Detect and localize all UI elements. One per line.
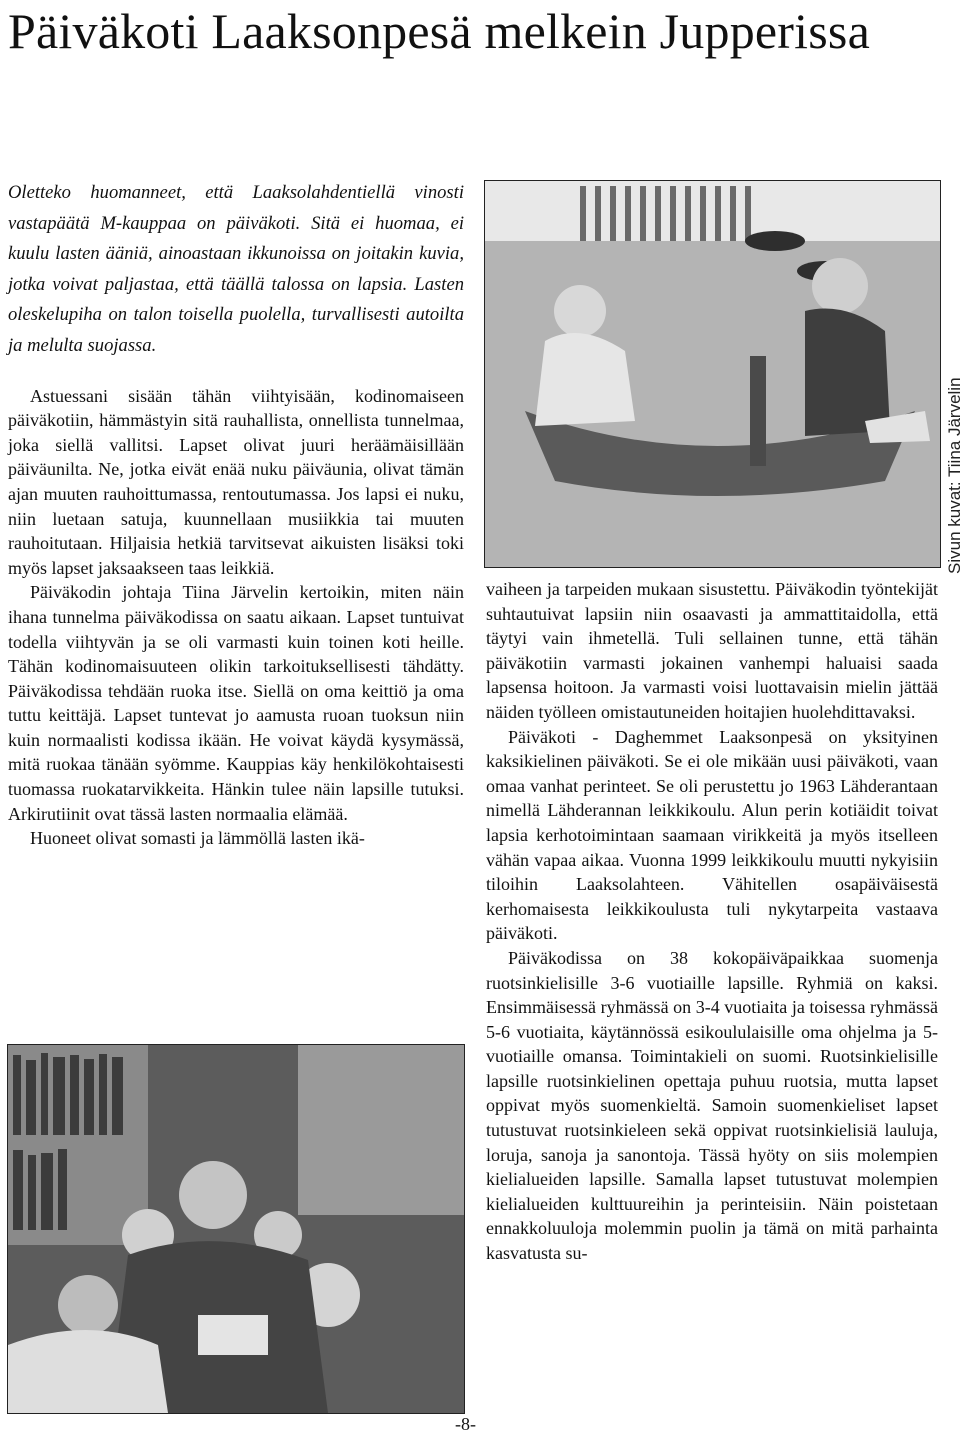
right-column bbox=[486, 577, 938, 1266]
body-paragraph: Astuessani sisään tähän viihtyisään, kodinomaiseen päiväkotiin, hämmästyin sitä rauhallista, onnellista tunnelmaa, joka siellä vallitsi. Lapset olivat juuri heräämäisillään päiväunilta. Ne, jotka eivät enää nuku päiväunia, olivat tämän ajan muuten rauhoittumassa, rentoutumassa. Jos lapsi ei nuku, niin luetaan satuja, kuunnellaan musiikkia tai muuten rauhoitutaan. Hiljaisia hetkiä tarvitsevat aikuisten lisäksi toki myös lapset jaksaakseen taas leikkiä. bbox=[8, 385, 464, 578]
article-title: Päiväkoti Laaksonpesä melkein Jupperissa bbox=[8, 3, 870, 59]
body-paragraph: vaiheen ja tarpeiden mukaan sisustettu. Päiväkodin työntekijät suhtautuivat lapsiin niin osaavasti ja ammattitaidolla, että täytyi vain ihmetellä. Tuli sellainen tunne, että tähän päiväkotiin varmasti jokainen vanhempi haluaisi saada lapsensa hoitoon. Ja varmasti voisi luottavaisin mielin jättää näiden työlleen omistautuneiden hoitajien huolehdittavaksi. bbox=[486, 579, 938, 722]
article-lead: Oletteko huomanneet, että Laaksolahdentiellä vinosti vastapäätä M-kauppaa on päiväkoti. Sitä ei huomaa, ei kuulu lasten ääniä, ainoastaan ikkunoissa on joitakin kuvia, jotka voivat paljastaa, että täällä talossa on lapsia. Lasten oleskelupiha on talon toisella puolella, turvallisesti autoilta ja melulta suojassa. bbox=[8, 182, 464, 356]
left-column bbox=[8, 178, 464, 851]
body-paragraph: Päiväkoti - Daghemmet Laaksonpesä on yksityinen kaksikielinen päiväkoti. Se ei ole mikään uusi päiväkoti, vaan omaa vanhat perinteet. Se oli perustettu jo 1963 Lähderantaan nimellä Lähderannan leikkikoulu. Alun perin kotiäidit toivat lapsia kerhotoimintaan saamaan virikkeitä ja myös itselleen vähän vapaa aikaa. Vuonna 1999 leikkikoulu muutti nykyisiin tiloihin Laaksolahteen. Vähitellen osapäiväisestä kerhomaisesta leikkikoulusta tuli nykytarpeita vastaava päiväkoti. bbox=[486, 726, 938, 944]
playground-photo bbox=[484, 180, 941, 568]
reading-photo bbox=[7, 1044, 465, 1414]
photo-credit: Sivun kuvat: Tiina Järvelin bbox=[945, 377, 964, 574]
playground-photo-image bbox=[485, 181, 940, 567]
body-paragraph: Huoneet olivat somasti ja lämmöllä lasten ikä- bbox=[30, 828, 365, 849]
reading-photo-image bbox=[8, 1045, 464, 1413]
body-paragraph: Päiväkodin johtaja Tiina Järvelin kertoikin, miten näin ihana tunnelma päiväkodissa on saatu aikaan. Lapset tuntuivat todella viihtyvän ja se oli varmasti kuin toinen koti heille. Tähän kodinomaisuuteen olikin tarkoituksellisesti tähdätty. Päiväkodissa tehdään ruoka itse. Siellä on oma keittiö ja oma tuttu keittäjä. Lapset tuntevat jo aamusta ruoan tuoksun niin kuin normaalisti kodissa ikään. He voivat käydä kysymässä, mitä ruokaa tänään syömme. Kauppias käy henkilökohtaisesti tuomassa ruokatarvikkeita. Hänkin tulee näin lapsille tutuksi. Arkirutiinit ovat tässä lasten normaalia elämää. bbox=[8, 582, 464, 824]
body-paragraph: Päiväkodissa on 38 kokopäiväpaikkaa suomenja ruotsinkielisille 3-6 vuotiaille lapsille. Ryhmiä on kaksi. Ensimmäisessä ryhmässä on 3-4 vuotiaita ja toisessa ryhmässä 5-6 vuotiaita, käytännössä esikoululaisille oma ohjelma ja 5-vuotiaille omansa. Toimintakieli on suomi. Ruotsinkielisille lapsille ruotsinkielinen opettaja puhuu ruotsia, mutta lapset oppivat myös suomenkieltä. Samoin suomenkieliset lapset tutustuvat ruotsinkieleen sekä oppivat ruotsinkielisiä lauluja, loruja, sanoja ja sanontoja. Tässä hyöty on siis molempien kielialueiden lapsille. Samalla lapset tutustuvat molempien kielialueiden kulttuureihin ja perinteisiin. Näin poistetaan ennakkoluuloja molemmin puolin ja tämä on mitä parhainta kasvatusta su- bbox=[486, 947, 938, 1264]
page-number: -8- bbox=[455, 1414, 476, 1434]
